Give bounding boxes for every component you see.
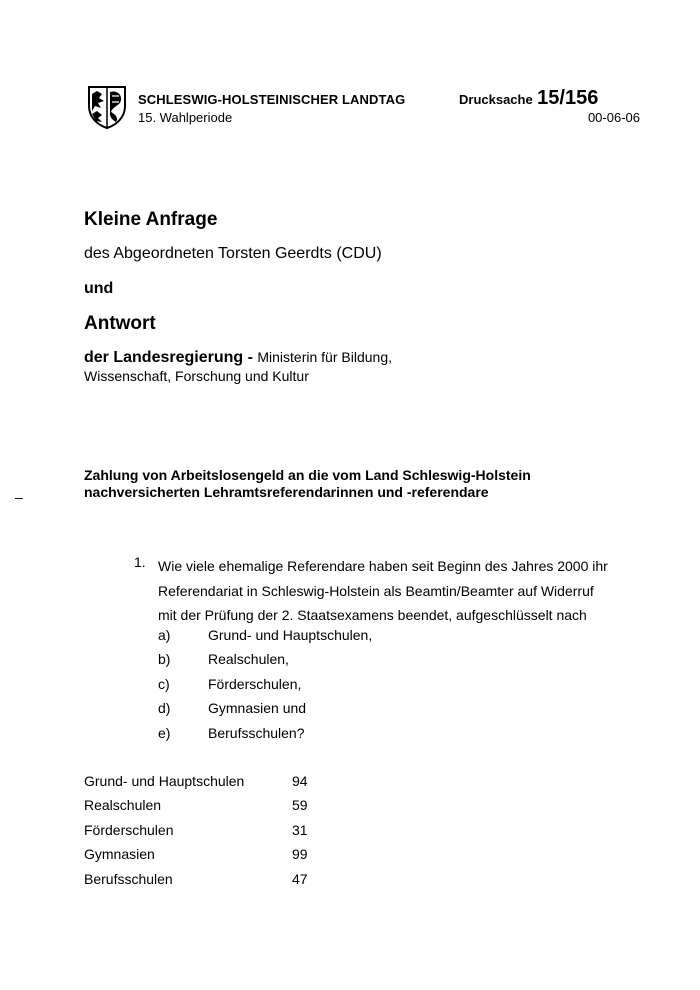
answer-value: 59 bbox=[292, 797, 308, 813]
item-letter: c) bbox=[158, 676, 170, 692]
question-line: Referendariat in Schleswig-Holstein als Beamtin/Beamter auf Widerruf bbox=[158, 582, 594, 599]
item-letter: d) bbox=[158, 700, 171, 716]
drucksache-number: 15/156 bbox=[537, 87, 599, 109]
question-text bbox=[158, 554, 618, 628]
responder-label: der Landesregierung - bbox=[84, 349, 253, 366]
ministry-line-2: Wissenschaft, Forschung und Kultur bbox=[84, 368, 309, 384]
margin-mark: – bbox=[15, 489, 23, 505]
item-text: Gymnasien und bbox=[208, 700, 307, 716]
item-text: Grund- und Hauptschulen, bbox=[208, 627, 373, 643]
ministry-line-1: Ministerin für Bildung, bbox=[257, 349, 392, 365]
author-line: des Abgeordneten Torsten Geerdts (CDU) bbox=[84, 245, 382, 262]
title-kleine-anfrage: Kleine Anfrage bbox=[84, 209, 218, 230]
item-text: Realschulen, bbox=[208, 651, 289, 667]
item-letter: a) bbox=[158, 627, 171, 643]
subject-line-2: nachversicherten Lehramtsreferendarinnen und -referendare bbox=[84, 484, 489, 500]
answer-value: 99 bbox=[292, 846, 308, 862]
coat-of-arms-icon bbox=[86, 84, 128, 130]
answer-value: 31 bbox=[292, 822, 308, 838]
item-text: Berufsschulen? bbox=[208, 725, 305, 741]
item-letter: b) bbox=[158, 651, 171, 667]
legislative-period: 15. Wahlperiode bbox=[138, 110, 233, 125]
answer-label: Realschulen bbox=[84, 797, 162, 813]
item-text: Förderschulen, bbox=[208, 676, 302, 692]
answer-label: Gymnasien bbox=[84, 846, 155, 862]
subject-heading bbox=[84, 467, 604, 501]
question-number: 1. bbox=[134, 554, 146, 570]
document-date: 00-06-06 bbox=[587, 110, 640, 125]
title-antwort: Antwort bbox=[84, 313, 156, 334]
drucksache-reference bbox=[459, 87, 598, 110]
question-line: Wie viele ehemalige Referendare haben seit Beginn des Jahres 2000 ihr bbox=[158, 558, 608, 574]
drucksache-label: Drucksache bbox=[459, 92, 533, 107]
responder-block bbox=[84, 348, 414, 386]
conjunction-und: und bbox=[84, 280, 114, 297]
question-line: mit der Prüfung der 2. Staatsexamens beendet, aufgeschlüsselt nach bbox=[158, 607, 587, 623]
parliament-name: SCHLESWIG-HOLSTEINISCHER LANDTAG bbox=[138, 92, 406, 107]
answer-label: Grund- und Hauptschulen bbox=[84, 773, 245, 789]
subject-line-1: Zahlung von Arbeitslosengeld an die vom Land Schleswig-Holstein bbox=[84, 467, 531, 483]
answer-label: Förderschulen bbox=[84, 822, 174, 838]
item-letter: e) bbox=[158, 725, 171, 741]
answer-value: 47 bbox=[292, 871, 308, 887]
answer-value: 94 bbox=[292, 773, 308, 789]
answer-label: Berufsschulen bbox=[84, 871, 173, 887]
